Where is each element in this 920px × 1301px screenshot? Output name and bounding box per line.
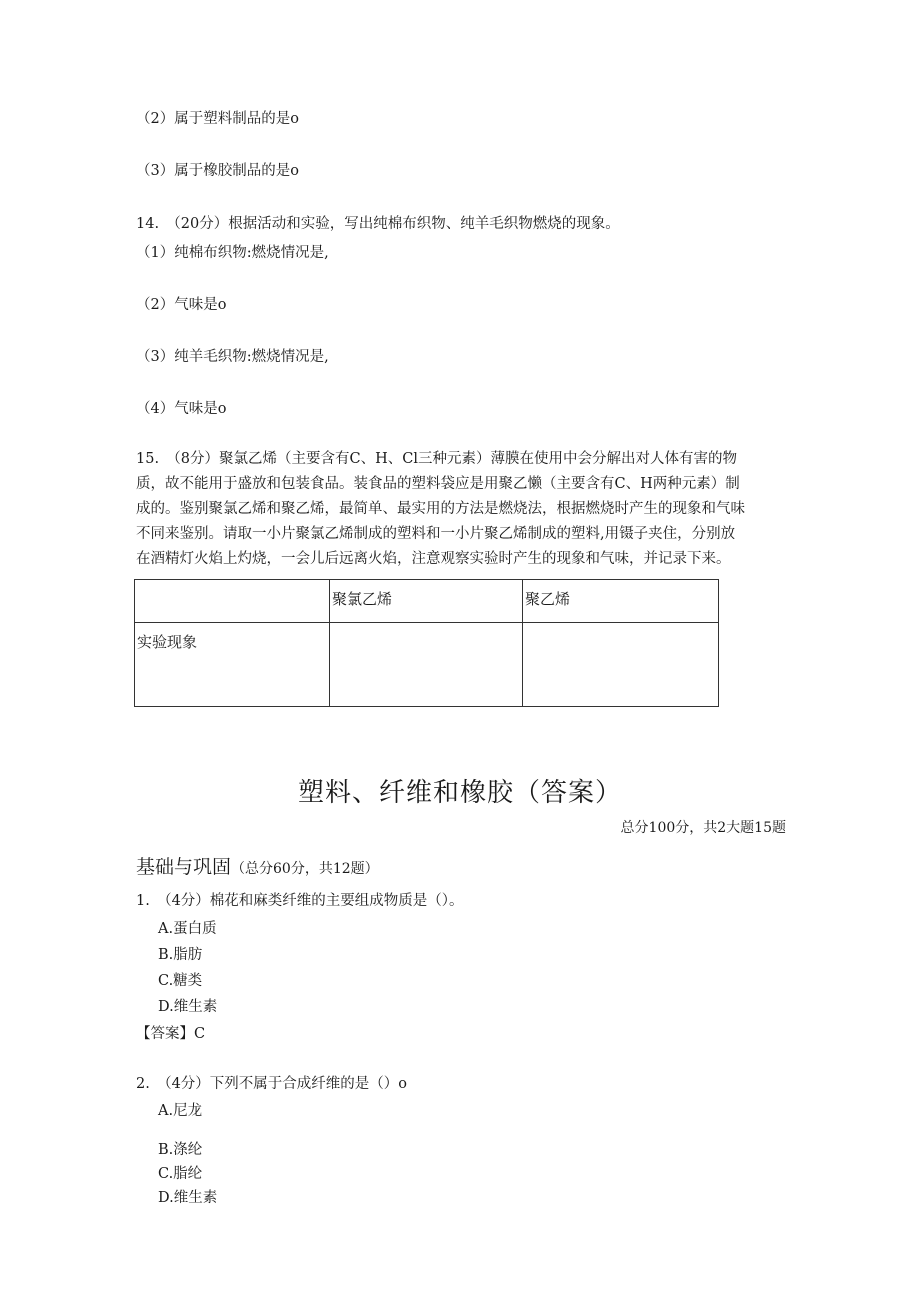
q14-stem: 14. （20分）根据活动和实验，写出纯棉布织物、纯羊毛织物燃烧的现象。 bbox=[136, 216, 620, 232]
a-q2-option-a: A.尼龙 bbox=[158, 1103, 203, 1119]
a-q1-option-d: D.维生素 bbox=[158, 999, 218, 1015]
q15-line-5: 在酒精灯火焰上灼烧，一会儿后远离火焰，注意观察实验时产生的现象和气味，并记录下来。 bbox=[136, 551, 731, 567]
q15-line-1: 15. （8分）聚氯乙烯（主要含有C、H、Cl三种元素）薄膜在使用中会分解出对人体有害的物 bbox=[136, 451, 738, 467]
table-cell-pvc-answer[interactable] bbox=[330, 623, 523, 707]
table-cell-pe-answer[interactable] bbox=[523, 623, 719, 707]
score-summary: 总分100分，共2大题15题 bbox=[620, 820, 786, 836]
experiment-table bbox=[134, 579, 719, 707]
table-header-pe: 聚乙烯 bbox=[523, 580, 719, 623]
q13-item-3: （3）属于橡胶制品的是o bbox=[136, 163, 299, 179]
q14-item-2: （2）气味是o bbox=[136, 297, 227, 313]
q15-line-2: 质，故不能用于盛放和包装食品。装食品的塑料袋应是用聚乙懒（主要含有C、H两种元素）制 bbox=[136, 476, 740, 492]
answer-title: 塑料、纤维和橡胶（答案） bbox=[297, 778, 622, 808]
section-meta: （总分60分，共12题） bbox=[231, 861, 379, 877]
table-header-empty bbox=[135, 580, 330, 623]
table-row-label: 实验现象 bbox=[135, 623, 330, 707]
q15-line-3: 成的。鉴别聚氯乙烯和聚乙烯，最简单、最实用的方法是燃烧法，根据燃烧时产生的现象和气味 bbox=[136, 501, 745, 517]
q14-item-4: （4）气味是o bbox=[136, 401, 227, 417]
a-q2-stem: 2. （4分）下列不属于合成纤维的是（）o bbox=[136, 1076, 408, 1092]
q14-item-1: （1）纯棉布织物:燃烧情况是, bbox=[136, 245, 329, 261]
a-q2-option-d: D.维生素 bbox=[158, 1190, 218, 1206]
section-heading bbox=[136, 852, 379, 879]
a-q2-option-c: C.脂纶 bbox=[158, 1166, 203, 1182]
a-q1-option-a: A.蛋白质 bbox=[158, 921, 217, 937]
a-q2-option-b: B.涤纶 bbox=[158, 1142, 203, 1158]
a-q1-option-b: B.脂肪 bbox=[158, 947, 203, 963]
section-title: 基础与巩固 bbox=[136, 856, 232, 878]
q14-item-3: （3）纯羊毛织物:燃烧情况是, bbox=[136, 349, 329, 365]
q15-line-4: 不同来鉴别。请取一小片聚氯乙烯制成的塑料和一小片聚乙烯制成的塑料,用镊子夹住，分别放 bbox=[136, 526, 736, 542]
a-q1-answer: 【答案】C bbox=[136, 1026, 206, 1042]
a-q1-stem: 1. （4分）棉花和麻类纤维的主要组成物质是（）。 bbox=[136, 893, 464, 909]
table-header-pvc: 聚氯乙烯 bbox=[330, 580, 523, 623]
q13-item-2: （2）属于塑料制品的是o bbox=[136, 111, 299, 127]
a-q1-option-c: C.糖类 bbox=[158, 973, 203, 989]
